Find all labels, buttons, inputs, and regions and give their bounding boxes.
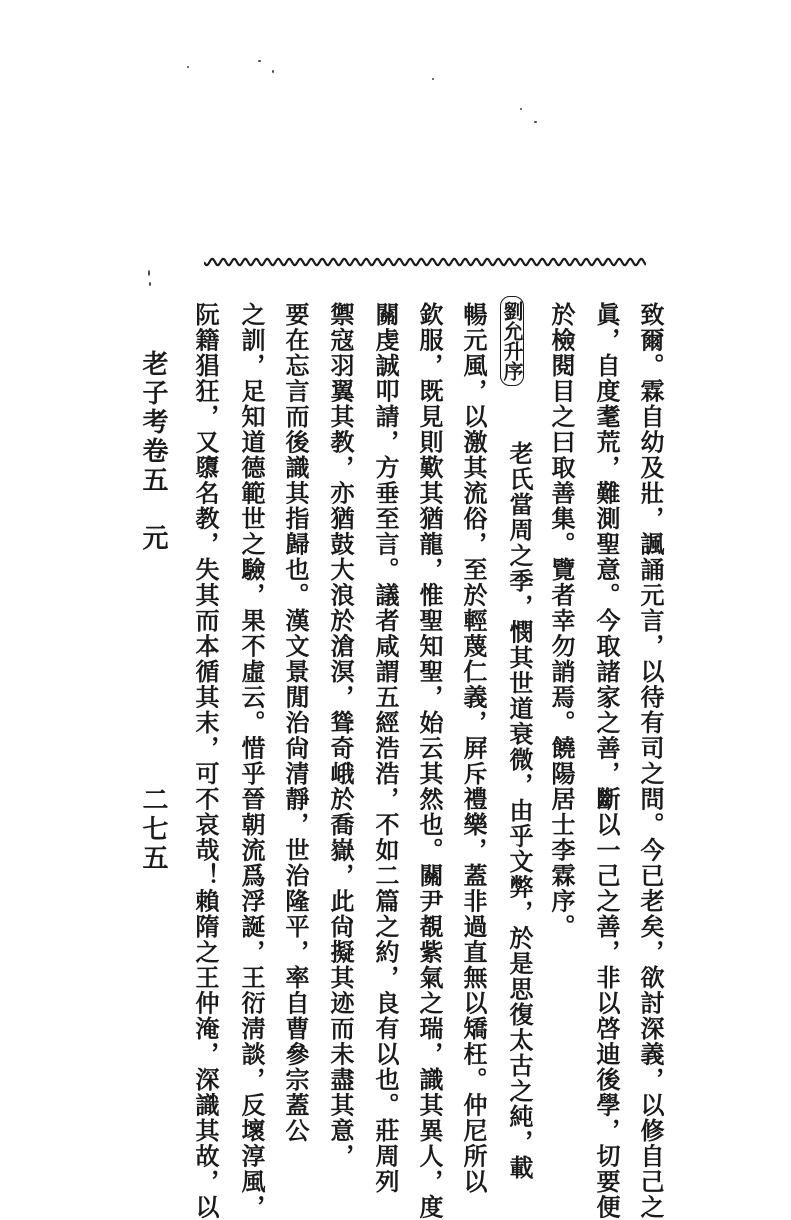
author-preface-marker: 劉允升序 <box>500 296 524 386</box>
text-column: 之訓，足知道德範世之驗，果不虛云。惜乎晉朝流爲浮誕，王衍淸談，反壞淳風， <box>237 302 266 1220</box>
text-column: 致爾。霖自幼及壯，諷誦元言，以待有司之問。今已老矣，欲討深義，以修自己之 <box>636 302 665 1220</box>
text-column: 關虔誠叩請，方垂至言。議者咸謂五經浩浩，不如二篇之約，良有以也。莊周列 <box>371 302 400 1195</box>
text-column: 禦寇羽翼其教，亦猶鼓大浪於滄溟，聳奇峨於喬嶽，此尙擬其迹而未盡其意， <box>326 302 355 1169</box>
running-title: 老子考卷五 元 <box>138 350 168 553</box>
text-column: 老氏當周之季，憫其世道衰微，由乎文弊，於是思復太古之純，載 <box>505 441 534 1181</box>
text-column: 要在忘言而後識其指歸也。漢文景閒治尙清靜，世治隆平，率自曹參宗蓋公 <box>281 302 310 1144</box>
text-column: 阮籍猖狂，又隳名教，失其而本循其末，可不哀哉！賴隋之王仲淹，深識其故，以 <box>191 302 220 1220</box>
text-column: 眞，自度耄荒，難測聖意。今取諸家之善，斷以一己之善，非以啓迪後學，切要便 <box>592 302 621 1220</box>
wavy-divider <box>204 252 646 272</box>
text-column: 暢元風，以激其流俗，至於輕蔑仁義，屛斥禮樂，蓋非過直無以矯枉。仲尼所以 <box>459 302 488 1195</box>
text-column: 於檢閱目之曰取善集。覽者幸勿誚焉。饒陽居士李霖序。 <box>547 302 576 940</box>
page-number: 二七五 <box>138 786 168 873</box>
text-column: 欽服，既見則歎其猶龍，惟聖知聖，始云其然也。關尹覩紫氣之瑞，識其異人，度 <box>415 302 444 1220</box>
